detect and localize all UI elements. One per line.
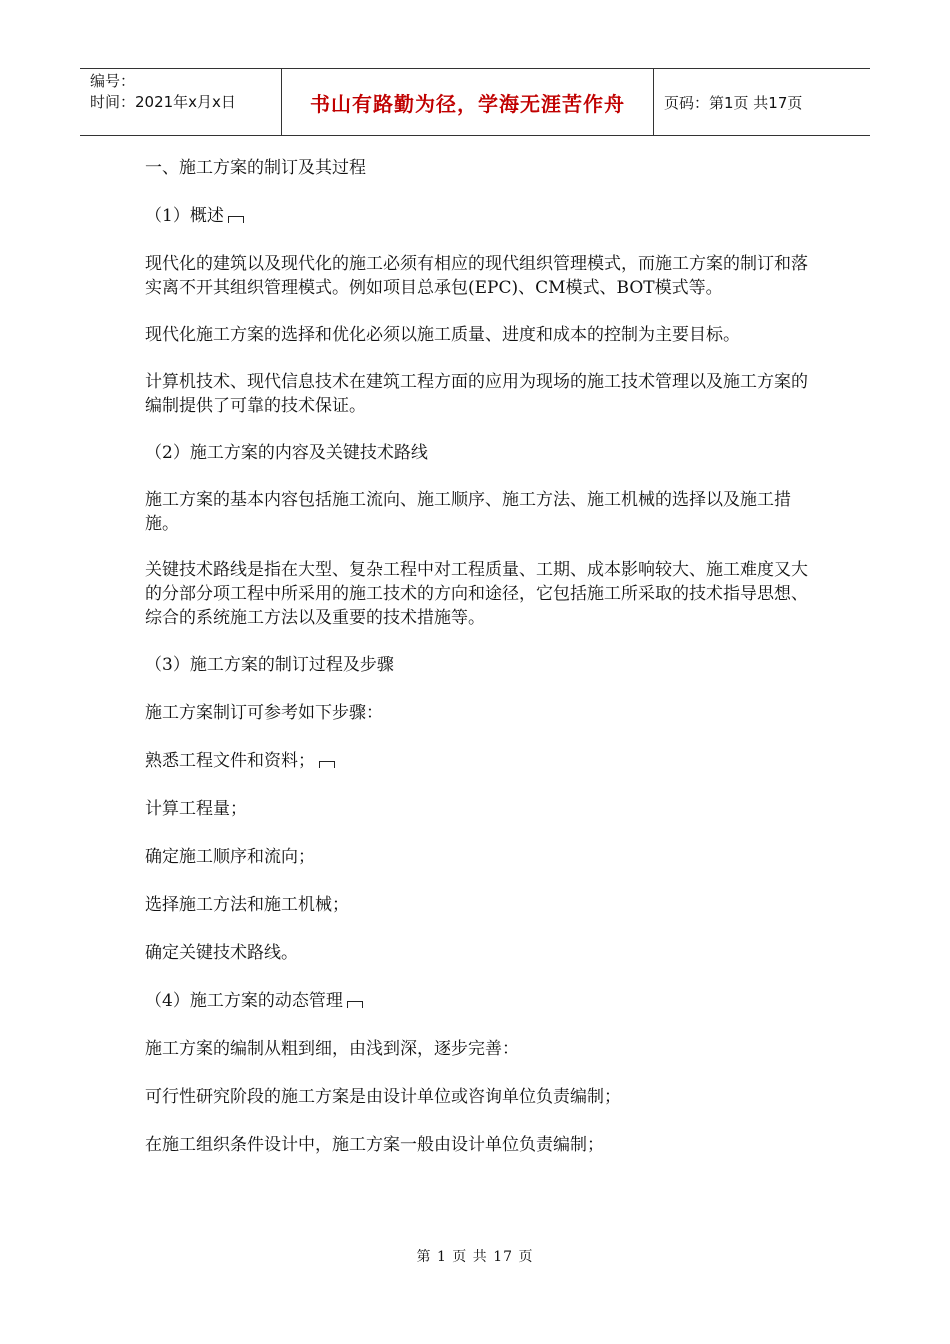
subheading-overview <box>145 204 810 228</box>
edit-mark-icon <box>228 216 244 223</box>
list-item-text: 熟悉工程文件和资料； <box>145 751 315 771</box>
list-item: 确定关键技术路线。 <box>145 943 298 963</box>
page-label: 页码：第1页 共17页 <box>664 93 803 112</box>
paragraph: 计算机技术、现代信息技术在建筑工程方面的应用为现场的施工技术管理以及施工方案的编制提供了可靠的技术保证。 <box>145 372 808 416</box>
paragraph: 现代化施工方案的选择和优化必须以施工质量、进度和成本的控制为主要目标。 <box>145 325 740 345</box>
paragraph: 施工方案的编制从粗到细，由浅到深，逐步完善： <box>145 1039 519 1059</box>
header-meta <box>80 69 282 135</box>
header-table <box>80 68 870 136</box>
subheading-content: （2）施工方案的内容及关键技术路线 <box>145 443 428 463</box>
subheading-dynamic <box>145 989 810 1013</box>
paragraph: 施工方案制订可参考如下步骤： <box>145 703 383 723</box>
header-motto <box>282 69 654 135</box>
serial-label: 编号： <box>90 72 136 90</box>
header-page-info <box>654 69 870 135</box>
paragraph: 关键技术路线是指在大型、复杂工程中对工程质量、工期、成本影响较大、施工难度又大的分部分项工程中所采用的施工技术的方向和途径，它包括施工所采取的技术指导思想、综合的系统施工方法以及重要的技术措施等。 <box>145 560 808 628</box>
motto-text: 书山有路勤为径，学海无涯苦作舟 <box>310 91 625 116</box>
subheading-process: （3）施工方案的制订过程及步骤 <box>145 655 394 675</box>
list-item: 确定施工顺序和流向； <box>145 847 315 867</box>
time-label: 时间：2021年x月x日 <box>90 93 236 111</box>
page-footer <box>0 1246 950 1266</box>
paragraph: 在施工组织条件设计中，施工方案一般由设计单位负责编制； <box>145 1135 604 1155</box>
paragraph: 施工方案的基本内容包括施工流向、施工顺序、施工方法、施工机械的选择以及施工措施。 <box>145 490 791 534</box>
subheading-dynamic-text: （4）施工方案的动态管理 <box>145 991 343 1011</box>
list-item <box>145 749 810 773</box>
edit-mark-icon <box>319 761 335 768</box>
list-item: 计算工程量； <box>145 799 247 819</box>
document-body <box>145 156 810 1157</box>
subheading-overview-text: （1）概述 <box>145 206 224 226</box>
paragraph: 可行性研究阶段的施工方案是由设计单位或咨询单位负责编制； <box>145 1087 621 1107</box>
paragraph: 现代化的建筑以及现代化的施工必须有相应的现代组织管理模式，而施工方案的制订和落实离不开其组织管理模式。例如项目总承包(EPC)、CM模式、BOT模式等。 <box>145 254 808 298</box>
edit-mark-icon <box>347 1001 363 1008</box>
footer-page-number: 第 1 页 共 17 页 <box>416 1249 534 1265</box>
section-heading: 一、施工方案的制订及其过程 <box>145 158 366 178</box>
list-item: 选择施工方法和施工机械； <box>145 895 349 915</box>
